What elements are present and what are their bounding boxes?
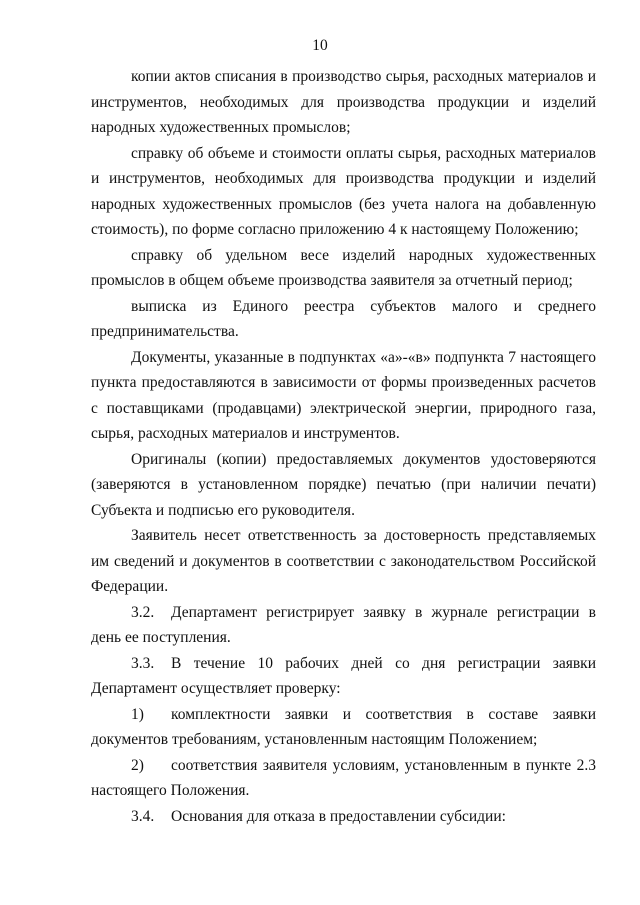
item-number: 3.2. <box>131 603 155 621</box>
item-text: Департамент регистрирует заявку в журнале регистрации в день ее поступления. <box>91 603 596 646</box>
item-number: 1) <box>131 705 144 723</box>
numbered-paragraph <box>91 600 596 651</box>
item-text: В течение 10 рабочих дней со дня регистрации заявки Департамент осуществляет проверку: <box>91 654 596 697</box>
paragraph: Документы, указанные в подпунктах «а»-«в» подпункта 7 настоящего пункта предоставляются в зависимости от формы произведенных расчетов с поставщиками (продавцами) электрической энергии, природного газа, сырья, расходных материалов и инструментов. <box>91 348 596 442</box>
page-number: 10 <box>312 37 328 54</box>
numbered-paragraph <box>91 702 596 753</box>
numbered-paragraph <box>91 651 596 702</box>
numbered-paragraph <box>91 753 596 804</box>
item-number: 3.4. <box>131 807 155 825</box>
paragraph: Оригиналы (копии) предоставляемых документов удостоверяются (заверяются в установленном порядке) печатью (при наличии печати) Субъекта и подписью его руководителя. <box>91 450 596 519</box>
document-body <box>91 64 596 829</box>
paragraph: выписка из Единого реестра субъектов малого и среднего предпринимательства. <box>91 297 596 340</box>
paragraph: справку об объеме и стоимости оплаты сырья, расходных материалов и инструментов, необходимых для производства продукции и изделий народных художественных промыслов (без учета налога на добавленную стоимость), по форме согласно приложению 4 к настоящему Положению; <box>91 144 596 238</box>
item-number: 3.3. <box>131 654 155 672</box>
numbered-paragraph <box>91 804 596 830</box>
paragraph: Заявитель несет ответственность за достоверность представляемых им сведений и документов в соответствии с законодательством Российской Федерации. <box>91 527 596 595</box>
paragraph: справку об удельном весе изделий народных художественных промыслов в общем объеме производства заявителя за отчетный период; <box>91 246 596 289</box>
item-text: соответствия заявителя условиям, установленным в пункте 2.3 настоящего Положения. <box>91 756 596 799</box>
item-text: Основания для отказа в предоставлении субсидии: <box>171 807 506 825</box>
item-text: комплектности заявки и соответствия в составе заявки документов требованиям, установленным настоящим Положением; <box>91 705 596 748</box>
item-number: 2) <box>131 756 144 774</box>
paragraph: копии актов списания в производство сырья, расходных материалов и инструментов, необходимых для производства продукции и изделий народных художественных промыслов; <box>91 68 596 136</box>
